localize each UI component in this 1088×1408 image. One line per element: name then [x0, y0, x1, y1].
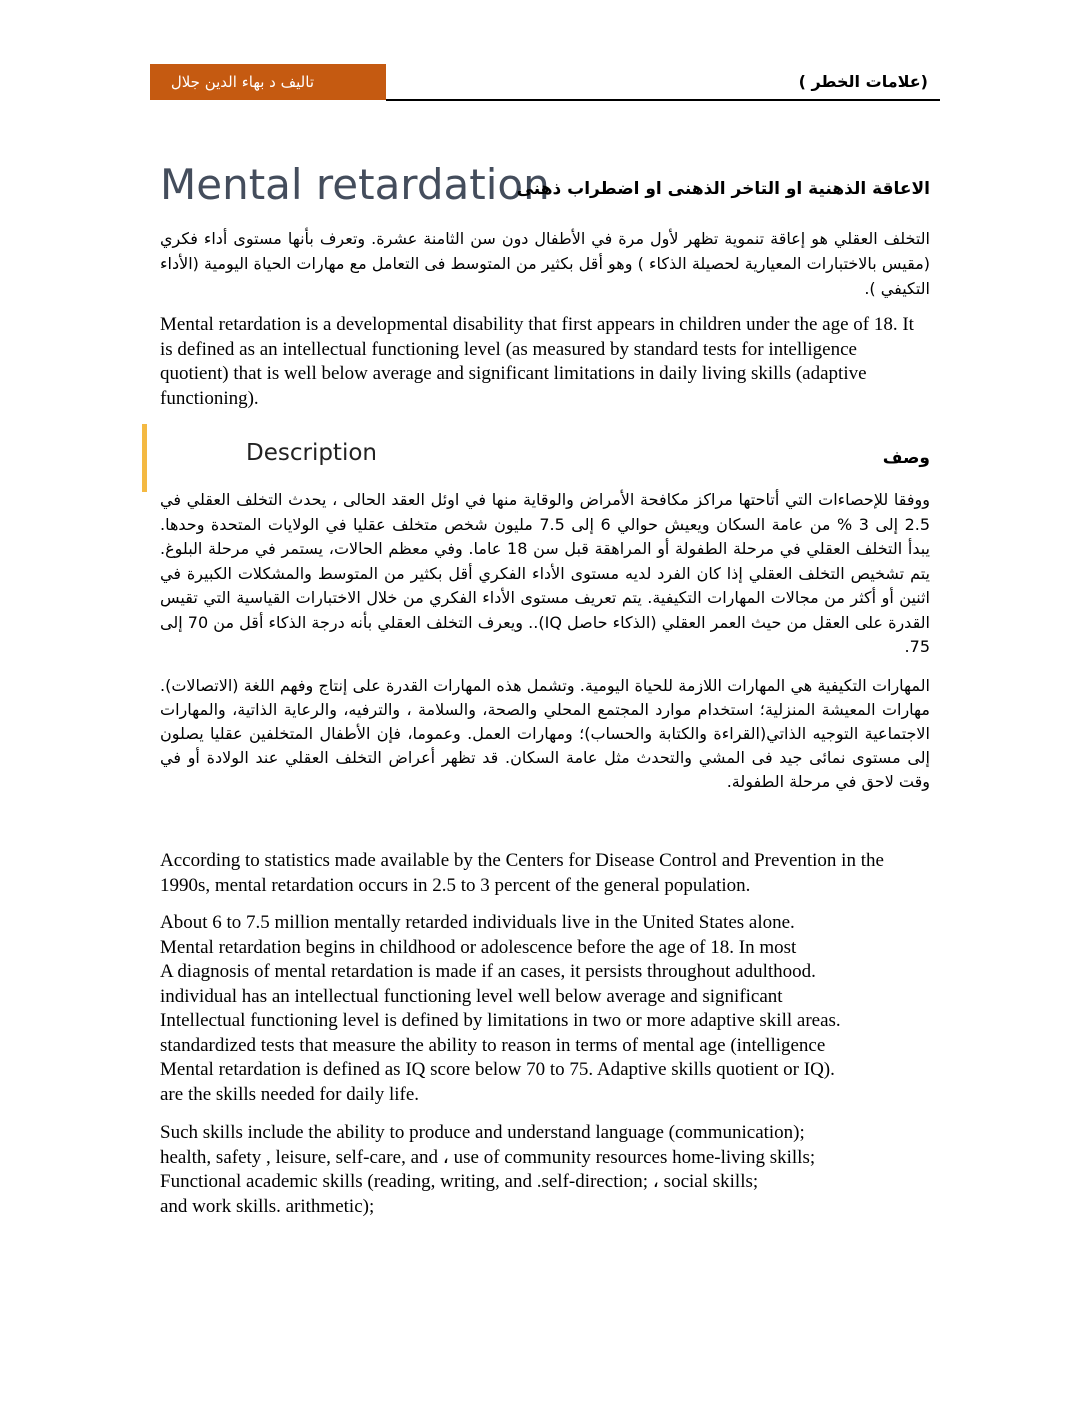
page-title-english: Mental retardation [160, 160, 550, 209]
text-line: About 6 to 7.5 million mentally retarded individuals live in the United States alone. [160, 912, 795, 933]
english-block-2 [160, 911, 940, 1107]
section-accent-bar [142, 424, 147, 492]
text-line: Mental retardation is defined as IQ score below 70 to 75. Adaptive skills quotient or IQ). [160, 1059, 835, 1080]
intro-arabic-paragraph: التخلف العقلي هو إعاقة تنموية تظهر لأول مرة في الأطفال دون سن الثامنة عشرة. وتعرف بأنها مستوى أداء فكري (مقيس بالاختبارات المعيارية لحصيلة الذكاء ) وهو أقل بكثير من المتوسط فى التعامل مع مهارات الحياة اليومية (الأداء التكيفي ). [160, 229, 930, 298]
author-label: تاليف د بهاء الدين جلال [170, 73, 314, 91]
text-line: Intellectual functioning level is defined by limitations in two or more adaptive skill areas. [160, 1010, 841, 1031]
text-line: individual has an intellectual functioning level well below average and significant [160, 985, 783, 1007]
header-divider [386, 99, 940, 101]
text-line: and work skills. arithmetic); [160, 1195, 375, 1217]
intro-english-paragraph: Mental retardation is a developmental disability that first appears in children under the age of 18. It is defined as an intellectual functioning level (as measured by standard tests for intelligence quotient) that is well below average and significant limitations in daily living skills (adaptive functioning). [160, 314, 914, 409]
text-line: Mental retardation begins in childhood or adolescence before the age of 18. In most [160, 936, 797, 958]
text-line: are the skills needed for daily life. [160, 1083, 420, 1105]
page-title-row [160, 155, 930, 215]
english-paragraph-1: According to statistics made available by the Centers for Disease Control and Prevention in the 1990s, mental retardation occurs in 2.5 to 3 percent of the general population. [160, 850, 884, 896]
section-heading-english: Description [246, 440, 377, 466]
arabic-paragraph-1: ووفقا للإحصاءات التي أتاحتها مراكز مكافحة الأمراض والوقاية منها في اوئل العقد الحالى ، يحدث التخلف العقلي في 2.5 إلى 3 % من عامة السكان ويعيش حوالي 6 إلى 7.5 مليون شخص متخلف عقليا في الولايات المتحدة وحدها. يبدأ التخلف العقلي في مرحلة الطفولة أو المراهقة قبل سن 18 عاما. وفي معظم الحالات، يستمر في مرحلة البلوغ. يتم تشخيص التخلف العقلي إذا كان الفرد لديه مستوى الأداء الفكري أقل بكثير من المتوسط والمشكلات الكبيرة في اثنين أو أكثر من مجالات المهارات التكيفية. يتم تعريف مستوى الأداء الفكري من خلال الاختبارات القياسية التي تقيس القدرة على العقل من حيث العمر العقلي (الذكاء حاصل IQ).. ويعرف التخلف العقلي بأنه درجة الذكاء أقل من 70 إلى 75. [160, 490, 931, 656]
text-line: Such skills include the ability to produce and understand language (communication); [160, 1122, 805, 1143]
author-banner [150, 64, 386, 100]
text-line: Functional academic skills (reading, writing, and .self-direction; ، social skills; [160, 1171, 759, 1192]
text-line: A diagnosis of mental retardation is made if an cases, it persists throughout adulthood. [160, 961, 816, 982]
book-title: (علامات الخطر ) [798, 72, 928, 91]
section-heading-arabic: وصف [882, 448, 930, 468]
page-title-arabic: الاعاقة الذهنية او التاخر الذهنى او اضطراب ذهنى [516, 179, 930, 199]
text-line: standardized tests that measure the ability to reason in terms of mental age (intelligence [160, 1034, 826, 1056]
text-line: health, safety , leisure, self-care, and ، use of community resources home-living skills; [160, 1146, 816, 1168]
arabic-paragraph-2: المهارات التكيفية هي المهارات اللازمة للحياة اليومية. وتشمل هذه المهارات القدرة على إنتاج وفهم اللغة (الاتصالات). مهارات المعيشة المنزلية؛ استخدام موارد المجتمع المحلي والصحة، والسلامة ، والترفيه، والرعاية الذاتية، والمهارات الاجتماعية التوجيه الذاتي(القراءة والكتابة والحساب)؛ ومهارات العمل. وعموما، فإن الأطفال المتخلفين عقليا يصلون إلى مستوى نمائى جيد فى المشي والتحدث مثل عامة السكان. قد تظهر أعراض التخلف العقلي عند الولادة أو في وقت لاحق في مرحلة الطفولة. [160, 676, 930, 791]
english-block-3 [160, 1121, 940, 1219]
